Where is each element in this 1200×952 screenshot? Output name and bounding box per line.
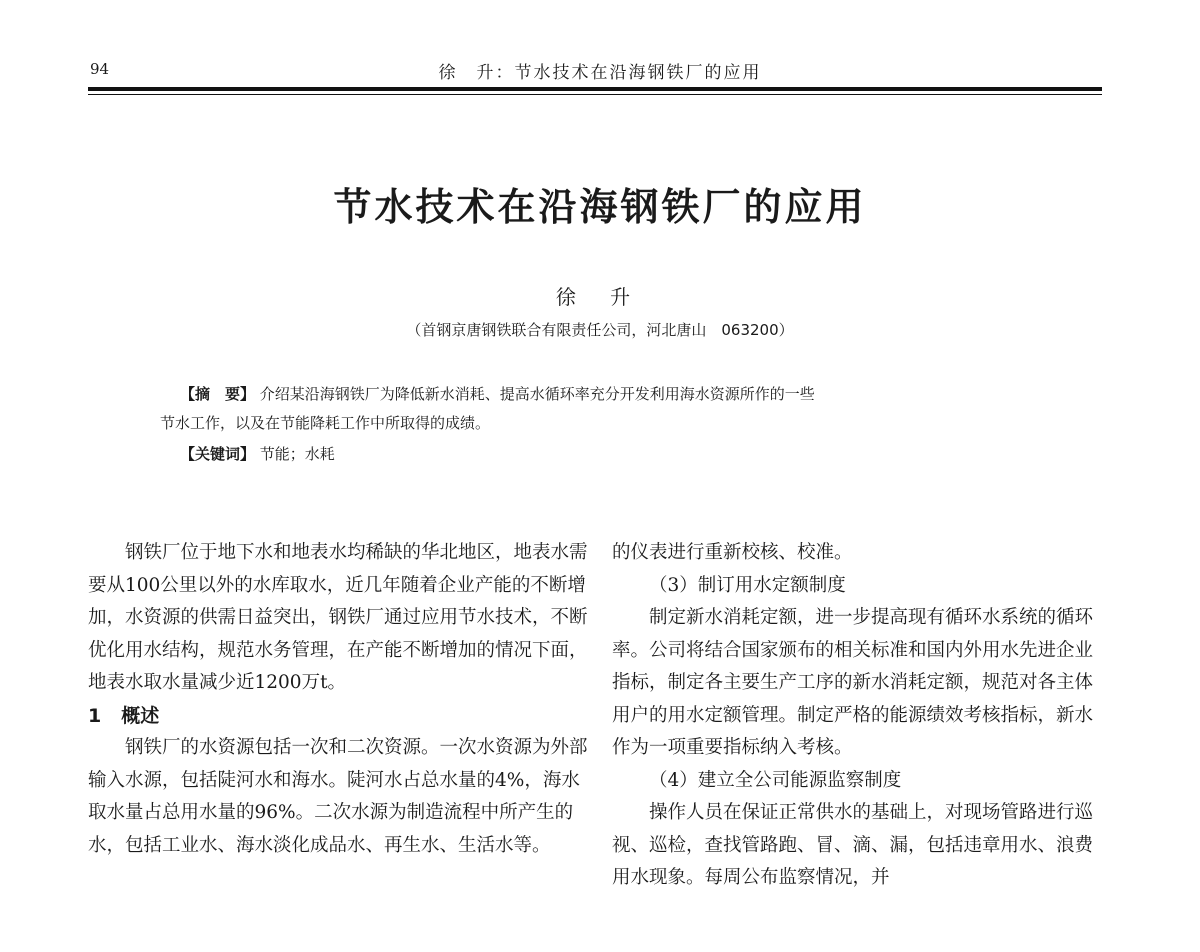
right-column [612,537,1106,895]
item-3-title: （3）制订用水定额制度 [649,574,846,596]
header-rule-thick [88,87,1102,91]
section-1-paragraph: 钢铁厂的水资源包括一次和二次资源。一次水资源为外部输入水源，包括陡河水和海水。陡河水占总水量的4%，海水取水量占总用水量的96%。二次水源为制造流程中所产生的水，包括工业水、海水淡化成品水、再生水、生活水等。 [88,737,588,856]
page-number: 94 [90,60,110,78]
abstract-label: 【摘 要】 [180,385,256,403]
author: 徐 升 [555,285,645,309]
continued-line: 的仪表进行重新校核、校准。 [612,542,853,563]
keywords-line [160,443,1060,464]
abstract-line-1 [160,383,1060,404]
article-title: 节水技术在沿海钢铁厂的应用 [333,184,867,229]
intro-paragraph: 钢铁厂位于地下水和地表水均稀缺的华北地区，地表水需要从100公里以外的水库取水，近几年随着企业产能的不断增加，水资源的供需日益突出，钢铁厂通过应用节水技术，不断优化用水结构，规范水务管理，在产能不断增加的情况下面，地表水取水量减少近1200万t。 [88,542,588,693]
running-title: 徐 升：节水技术在沿海钢铁厂的应用 [438,63,762,83]
item-4-paragraph: 操作人员在保证正常供水的基础上，对现场管路进行巡视、巡检，查找管路跑、冒、滴、漏，包括违章用水、浪费用水现象。每周公布监察情况，并 [612,802,1094,888]
abstract-line-2: 节水工作，以及在节能降耗工作中所取得的成绩。 [160,414,491,432]
keywords-text: 节能；水耗 [259,445,335,463]
keywords-label: 【关键词】 [180,445,256,463]
header-rule-thin [88,94,1102,95]
section-1-number: 1 [88,704,102,727]
left-column [88,537,588,862]
abstract-text-1: 介绍某沿海钢铁厂为降低新水消耗、提高水循环率充分开发利用海水资源所作的一些 [259,385,815,403]
section-1-title: 概述 [121,704,160,727]
section-1-heading [88,700,588,733]
item-3-paragraph: 制定新水消耗定额，进一步提高现有循环水系统的循环率。公司将结合国家颁布的相关标准和国内外用水先进企业指标，制定各主要生产工序的新水消耗定额，规范对各主体用户的用水定额管理。制定严格的能源绩效考核指标，新水作为一项重要指标纳入考核。 [612,607,1094,758]
item-4-title: （4）建立全公司能源监察制度 [649,769,902,791]
affiliation: （首钢京唐钢铁联合有限责任公司，河北唐山 063200） [406,321,794,339]
